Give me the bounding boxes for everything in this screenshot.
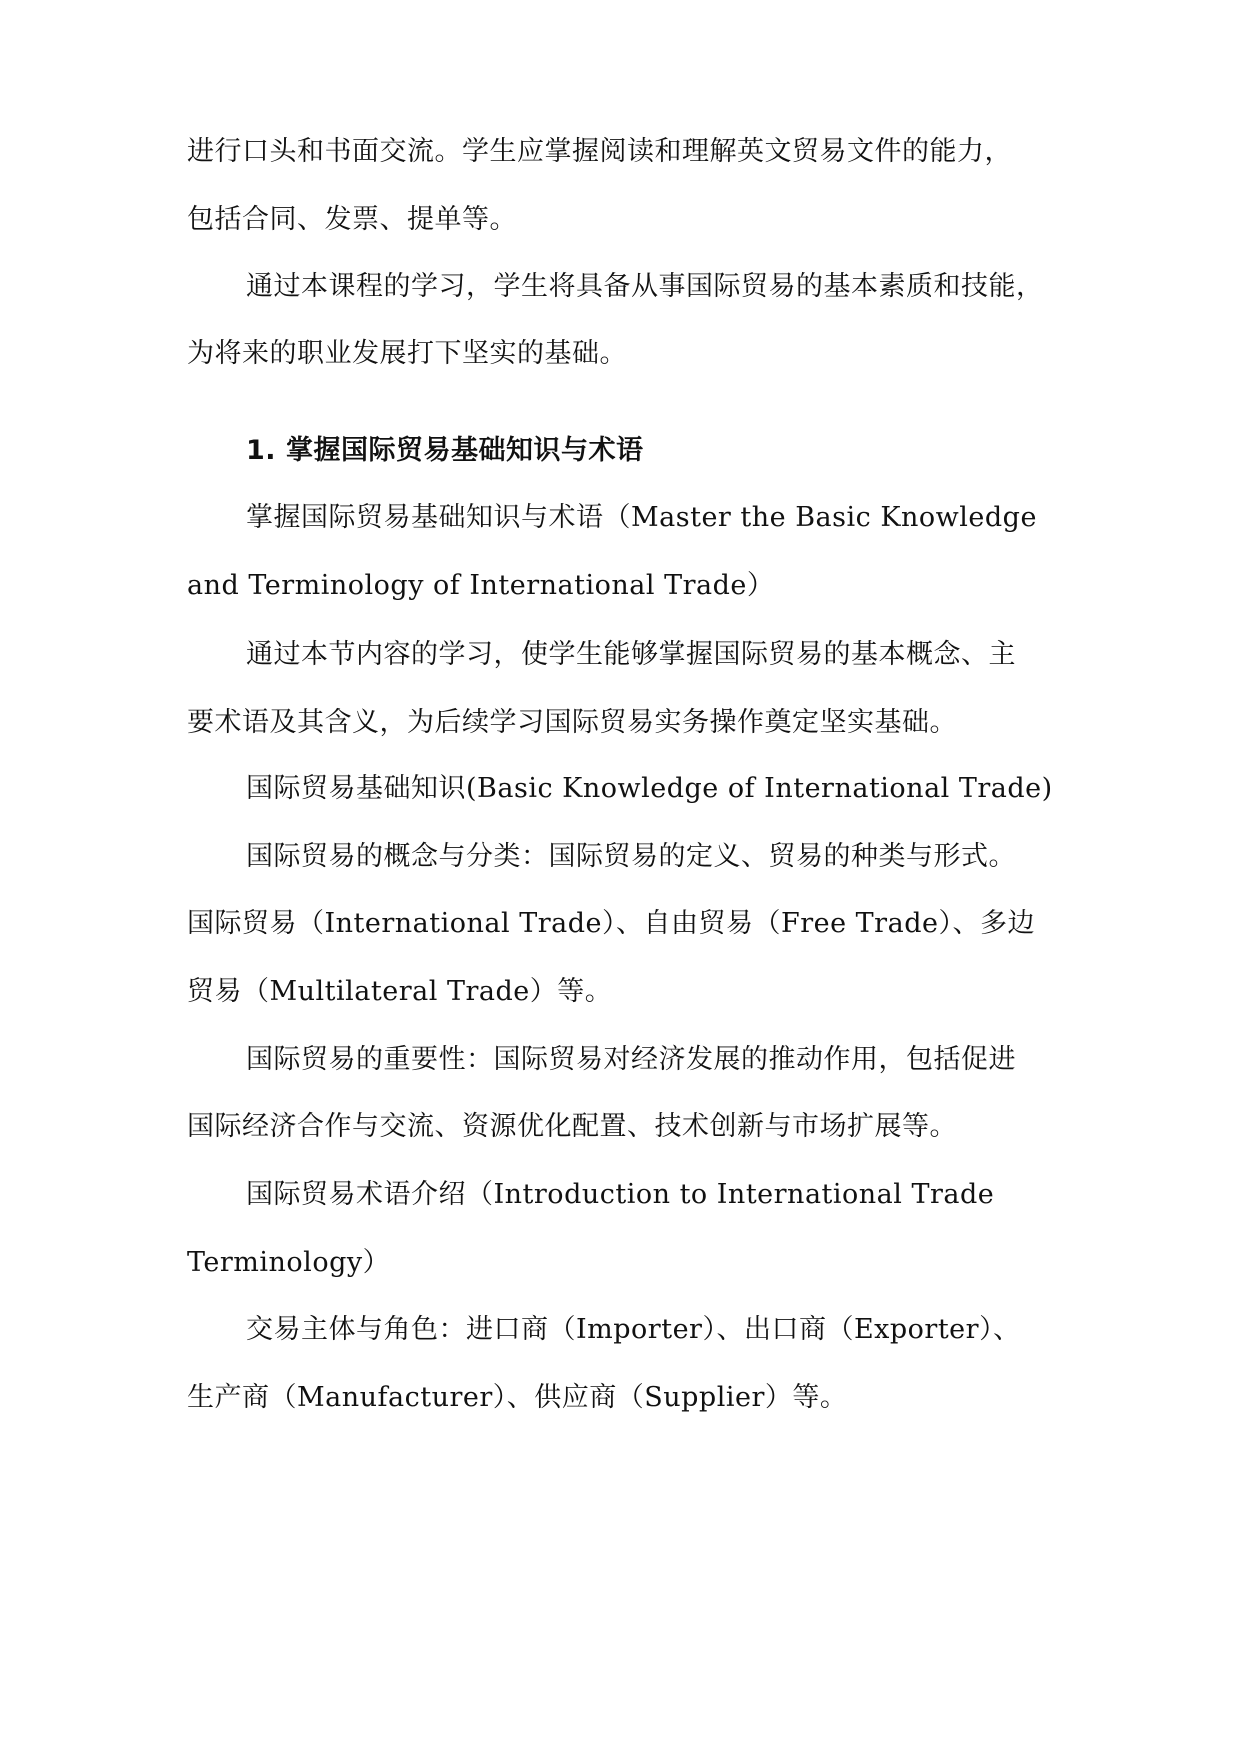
paragraph-line: Terminology） xyxy=(187,1247,391,1278)
paragraph-line: 通过本节内容的学习，使学生能够掌握国际贸易的基本概念、主 xyxy=(246,639,1016,670)
paragraph-line: 生产商（Manufacturer）、供应商（Supplier）等。 xyxy=(187,1382,848,1413)
paragraph-line: and Terminology of International Trade） xyxy=(187,570,775,601)
paragraph-line: 国际贸易的概念与分类：国际贸易的定义、贸易的种类与形式。 xyxy=(246,841,1016,872)
section-heading: 1. 掌握国际贸易基础知识与术语 xyxy=(246,435,644,466)
paragraph-line: 掌握国际贸易基础知识与术语（Master the Basic Knowledge xyxy=(246,502,1037,533)
paragraph-line: 通过本课程的学习，学生将具备从事国际贸易的基本素质和技能， xyxy=(246,271,1044,302)
paragraph-line: 国际贸易术语介绍（Introduction to International Trade xyxy=(246,1179,995,1210)
paragraph-line: 要术语及其含义，为后续学习国际贸易实务操作奠定坚实基础。 xyxy=(187,707,957,738)
paragraph-line: 国际贸易基础知识(Basic Knowledge of International Trade) xyxy=(246,773,1053,804)
paragraph-line: 为将来的职业发展打下坚实的基础。 xyxy=(187,338,627,369)
paragraph-line: 包括合同、发票、提单等。 xyxy=(187,204,517,235)
paragraph-line: 进行口头和书面交流。学生应掌握阅读和理解英文贸易文件的能力， xyxy=(187,136,1012,167)
paragraph-line: 交易主体与角色：进口商（Importer）、出口商（Exporter）、 xyxy=(246,1314,1021,1345)
paragraph-line: 贸易（Multilateral Trade）等。 xyxy=(187,976,613,1007)
paragraph-line: 国际贸易（International Trade）、自由贸易（Free Trade）、多边 xyxy=(187,908,1035,939)
paragraph-line: 国际经济合作与交流、资源优化配置、技术创新与市场扩展等。 xyxy=(187,1111,957,1142)
paragraph-line: 国际贸易的重要性：国际贸易对经济发展的推动作用，包括促进 xyxy=(246,1044,1016,1075)
